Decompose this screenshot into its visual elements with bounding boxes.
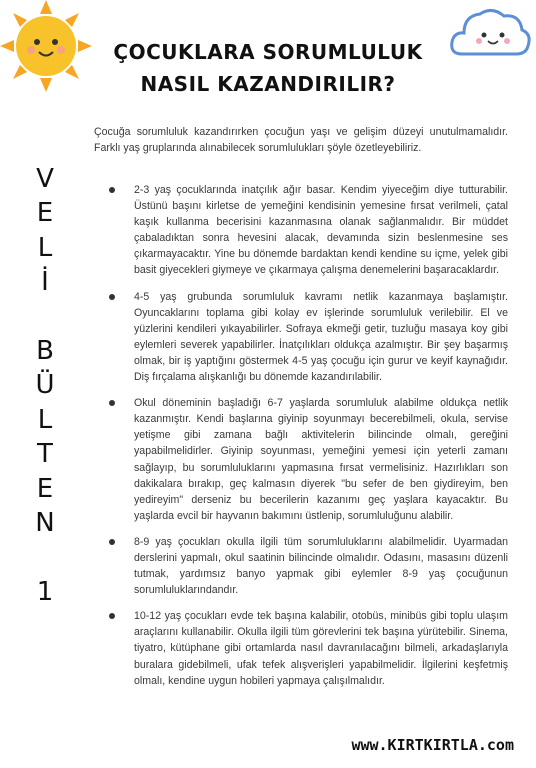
page-title: [100, 36, 436, 100]
title-line-2: NASIL KAZANDIRILIR?: [140, 72, 396, 96]
list-item: 8-9 yaş çocukları okulla ilgili tüm sorumluluklarını alabilmelidir. Uyarmadan derslerini yapmalı, okul saatinin bilincinde olmalıdır. Odasını, masasını düzenli tutmak, yardımsız banyo yapmak gibi eylemler 8-9 yaş çocuğunun sorumluluklarındandır.: [96, 534, 508, 598]
vertical-letter: [28, 540, 62, 574]
vertical-letter: L: [37, 404, 53, 435]
cloud-illustration: [448, 2, 532, 64]
vertical-letter: N: [35, 507, 55, 538]
veli-bulten-vertical-label: [28, 162, 62, 609]
title-line-1: ÇOCUKLARA SORUMLULUK: [113, 40, 423, 64]
list-item: 2-3 yaş çocuklarında inatçılık ağır basar. Kendim yiyeceğim diye tutturabilir. Üstünü başını kirletse de yemeğini kendisinin yemesine fırsat verilmeli, çatal kaşık kullanma becerisini kazanmasına olanak sağlanmalıdır. Bir müddet çabaladıktan sonra hevesini alacak, devamında sizin beslenmesine ses çıkarmayacaktır. Yine bu dönemde bardaktan kendi kendine su içme, yelek gibi basit giyecekleri giymeye ve çıkarmaya çalışma denemelerini başaracaklardır.: [96, 182, 508, 279]
list-item: 4-5 yaş grubunda sorumluluk kavramı netlik kazanmaya başlamıştır. Oyuncaklarını toplama gibi kolay ev işlerinde sorumluluk verilebilir. El ve yüzlerini kendileri yıkayabilirler. Sofraya ekmeği getir, tuzluğu masaya koy gibi eylemleri severek yapabilirler. İnatçılıkları oldukça azalmıştır. Bir şey başarmış olmak, bir iş yaptığını göstermek 4-5 yaş çocuğu için gurur ve keyif kaynağıdır. Diş fırçalama alışkanlığı bu dönemde kazandırılabilir.: [96, 289, 508, 386]
vertical-letter: İ: [41, 267, 49, 298]
vertical-letter: [28, 300, 62, 334]
vertical-letter: E: [36, 473, 54, 504]
sun-illustration: [0, 0, 92, 92]
list-item: Okul döneminin başladığı 6-7 yaşlarda sorumluluk alabilme oldukça netlik kazanmıştır. Kendi başlarına giyinip soyunmayı becerebilmeli, okula, servise yetişme gibi zamana bağlı aktivitelerin bilincinde olmalı, gereğini yapabilmelidirler. Giyinip soyunması, yemeğini yemesi için yeterli zamanı sağlayıp, bu sorumluluklarını yapmasına fırsat vermelisiniz. Hazırlıkları son dakikalara bırakıp, geç kalmasın diyerek "bu sefer de ben giydireyim, ben yedireyim" derseniz bu becerilerin kazanımı geç yaşlara kayacaktır. Bu yaşlarda evcil bir hayvanın bakımını üstlenip, sorumluluğunu alabilir.: [96, 395, 508, 524]
age-group-list: [96, 182, 508, 699]
website-footer: www.KIRTKIRTLA.com: [351, 736, 514, 754]
vertical-letter: T: [37, 439, 53, 470]
vertical-letter: Ü: [35, 370, 55, 401]
vertical-letter: V: [36, 164, 54, 194]
list-item: 10-12 yaş çocukları evde tek başına kalabilir, otobüs, minibüs gibi toplu ulaşım araçlarını kullanabilir. Okulla ilgili tüm görevlerini tek başına yürütebilir. Sinema, tiyatro, kütüphane gibi ortamlarda nasıl davranılacağını bilmeli, arkadaşlarıyla buralara gidebilmeli, ufak tefek alışverişleri yapabilmelidir. İlgilerini keşfetmiş olmalı, kendine uygun hobileri yapmaya çalışılmalıdır.: [96, 608, 508, 688]
intro-paragraph: Çocuğa sorumluluk kazandırırken çocuğun yaşı ve gelişim düzeyi unutulmamalıdır. Farklı yaş gruplarında alınabilecek sorumlulukları şöyle özetleyebiliriz.: [94, 126, 508, 154]
vertical-letter: L: [37, 232, 53, 263]
vertical-letter: B: [36, 335, 54, 366]
vertical-letter: 1: [36, 576, 54, 607]
vertical-letter: E: [36, 198, 54, 229]
